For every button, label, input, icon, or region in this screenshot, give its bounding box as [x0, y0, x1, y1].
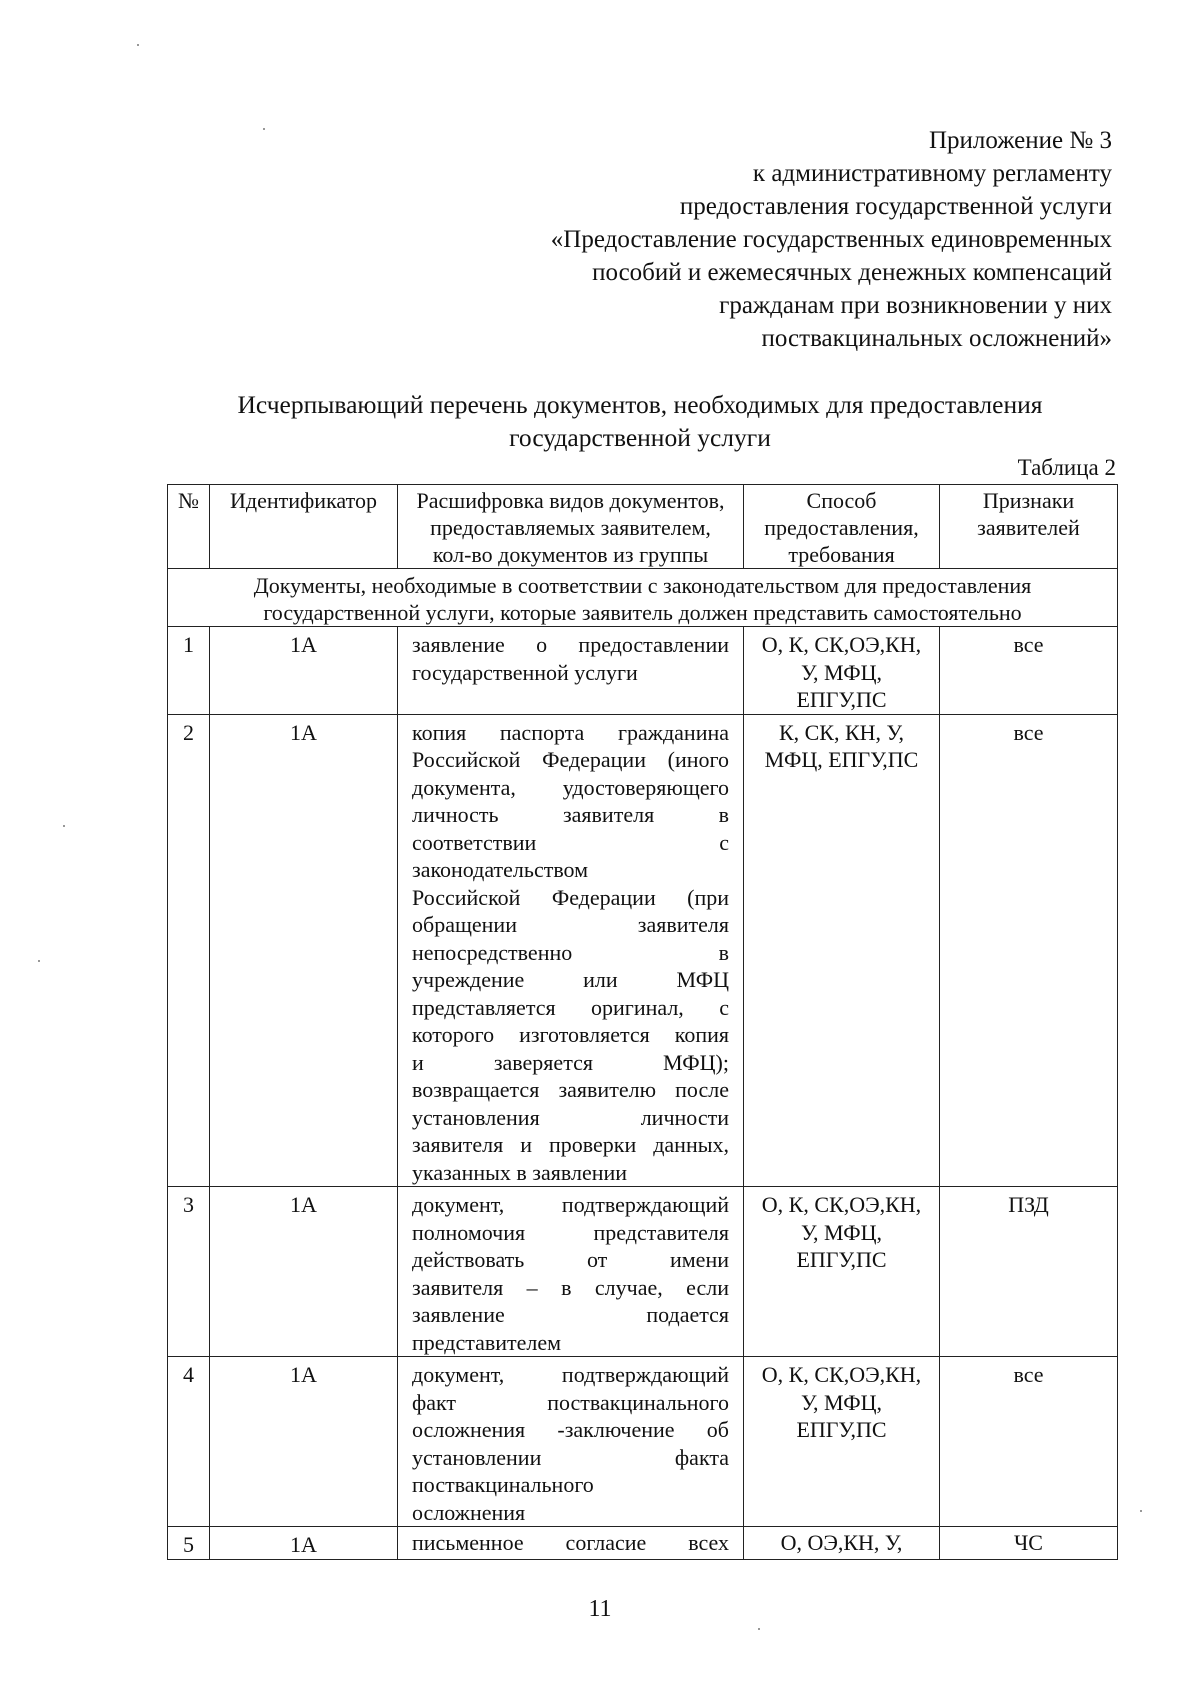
table-caption: Таблица 2: [1017, 455, 1116, 480]
section-heading: Документы, необходимые в соответствии с законодательством для предоставления государственной услуги, которые заявитель должен представить самостоятельно: [168, 569, 1118, 627]
row-sign: все: [940, 714, 1118, 1187]
title-line: Исчерпывающий перечень документов, необходимых для предоставления: [237, 390, 1043, 419]
header-sign: Признаки заявителей: [940, 485, 1118, 569]
scan-speck: [38, 960, 40, 962]
appendix-line: гражданам при возникновении у них: [719, 292, 1112, 319]
row-num: 2: [168, 714, 210, 1187]
scan-speck: [1140, 1510, 1142, 1512]
page-number: 11: [588, 1596, 612, 1622]
header-num: №: [168, 485, 210, 569]
row-way: О, К, СК,ОЭ,КН, У, МФЦ, ЕПГУ,ПС: [744, 1357, 940, 1527]
appendix-line: пособий и ежемесячных денежных компенсаций: [592, 259, 1112, 286]
table-row: [168, 1357, 1118, 1527]
table-row: [168, 714, 1118, 1187]
scan-speck: [137, 44, 139, 46]
row-id: 1А: [210, 1187, 398, 1357]
row-way: О, К, СК,ОЭ,КН, У, МФЦ, ЕПГУ,ПС: [744, 627, 940, 715]
row-num: 5: [168, 1527, 210, 1560]
row-desc: документ, подтверждающий полномочия представителя действовать от имени заявителя – в случае, если заявление подается представителем: [398, 1187, 744, 1357]
scan-speck: [63, 825, 65, 827]
row-sign: ЧС: [940, 1527, 1118, 1560]
row-id: 1А: [210, 627, 398, 715]
row-desc: документ, подтверждающий факт поствакцинального осложнения -заключение об установлении факта поствакцинального осложнения: [398, 1357, 744, 1527]
table-section-row: [168, 569, 1118, 627]
appendix-line: к административному регламенту: [752, 160, 1112, 187]
row-sign: все: [940, 1357, 1118, 1527]
row-desc: письменное согласие всех: [398, 1527, 744, 1560]
row-num: 1: [168, 627, 210, 715]
header-way: Способ предоставления, требования: [744, 485, 940, 569]
row-id: 1А: [210, 1527, 398, 1560]
row-desc: копия паспорта гражданина Российской Федерации (иного документа, удостоверяющего личность заявителя в соответствии с законодательством Российской Федерации (при обращении заявителя непосредственно в учреждение или МФЦ представляется оригинал, с которого изготовляется копия и заверяется МФЦ); возвращается заявителю после установления личности заявителя и проверки данных, указанных в заявлении: [398, 714, 744, 1187]
row-id: 1А: [210, 714, 398, 1187]
table-row: [168, 1527, 1118, 1560]
appendix-line: предоставления государственной услуги: [679, 193, 1112, 220]
row-num: 4: [168, 1357, 210, 1527]
table-row: [168, 627, 1118, 715]
document-title: [160, 388, 1120, 454]
row-desc: заявление о предоставлении государственной услуги: [398, 627, 744, 715]
table-row: [168, 1187, 1118, 1357]
row-sign: ПЗД: [940, 1187, 1118, 1357]
header-desc: Расшифровка видов документов, предоставляемых заявителем, кол-во документов из группы: [398, 485, 744, 569]
table-header-row: [168, 485, 1118, 569]
row-way: О, К, СК,ОЭ,КН, У, МФЦ, ЕПГУ,ПС: [744, 1187, 940, 1357]
row-id: 1А: [210, 1357, 398, 1527]
scan-speck: [263, 128, 265, 130]
row-sign: все: [940, 627, 1118, 715]
row-num: 3: [168, 1187, 210, 1357]
scan-speck: [758, 1628, 760, 1630]
title-line: государственной услуги: [509, 423, 771, 452]
row-way: К, СК, КН, У, МФЦ, ЕПГУ,ПС: [744, 714, 940, 1187]
header-id: Идентификатор: [210, 485, 398, 569]
appendix-line: «Предоставление государственных единовременных: [550, 226, 1112, 253]
documents-table: [167, 484, 1118, 1560]
row-way: О, ОЭ,КН, У,: [744, 1527, 940, 1560]
appendix-line: Приложение № 3: [928, 127, 1112, 154]
appendix-header: [551, 124, 1112, 355]
appendix-line: поствакцинальных осложнений»: [761, 325, 1112, 352]
